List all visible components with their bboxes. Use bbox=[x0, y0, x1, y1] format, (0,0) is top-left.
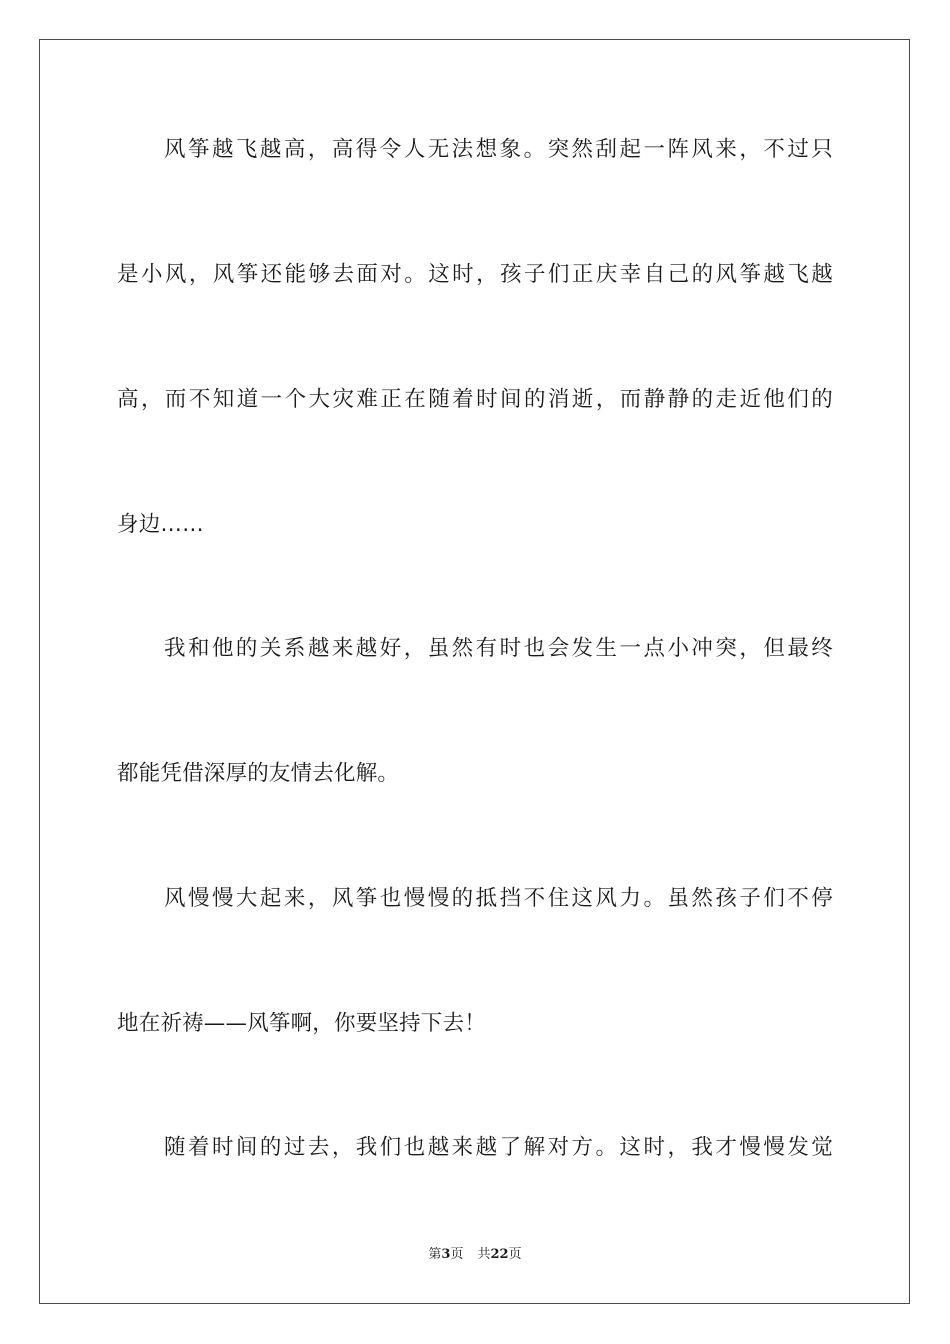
page-suffix: 页 bbox=[450, 1247, 464, 1262]
paragraph-1-line-4: 身边…… bbox=[117, 512, 204, 537]
total-prefix: 共 bbox=[477, 1247, 491, 1262]
paragraph-4-line-1: 随着时间的过去，我们也越来越了解对方。这时，我才慢慢发觉 bbox=[164, 1135, 833, 1160]
paragraph-1-line-1: 风筝越飞越高，高得令人无法想象。突然刮起一阵风来，不过只 bbox=[164, 137, 833, 162]
paragraph-3-line-2: 地在祈祷——风筝啊，你要坚持下去！ bbox=[117, 1011, 486, 1036]
paragraph-1-line-2: 是小风，风筝还能够去面对。这时，孩子们正庆幸自己的风筝越飞越 bbox=[117, 262, 833, 287]
paragraph-1-line-3: 高，而不知道一个大灾难正在随着时间的消逝，而静静的走近他们的 bbox=[117, 387, 833, 412]
page-prefix: 第 bbox=[428, 1247, 442, 1262]
page-border bbox=[39, 39, 910, 1304]
page-number: 3 bbox=[441, 1247, 451, 1262]
paragraph-2-line-1: 我和他的关系越来越好，虽然有时也会发生一点小冲突，但最终 bbox=[164, 636, 833, 661]
total-pages: 22 bbox=[490, 1247, 509, 1262]
total-suffix: 页 bbox=[508, 1247, 522, 1262]
page-footer bbox=[0, 1246, 950, 1264]
paragraph-2-line-2: 都能凭借深厚的友情去化解。 bbox=[117, 761, 400, 786]
paragraph-3-line-1: 风慢慢大起来，风筝也慢慢的抵挡不住这风力。虽然孩子们不停 bbox=[164, 886, 833, 911]
